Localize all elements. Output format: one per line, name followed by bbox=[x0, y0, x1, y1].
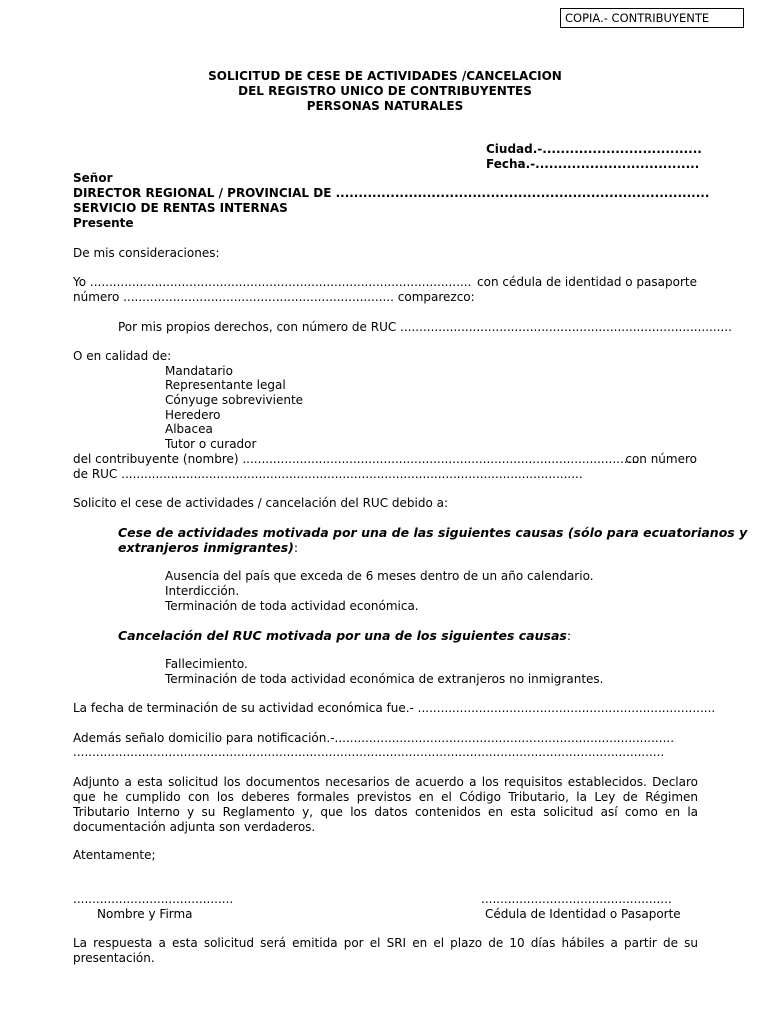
address-field-line-2: ........................................................................................................................................................... bbox=[73, 745, 665, 759]
capacity-item: Albacea bbox=[165, 422, 213, 436]
director-line: DIRECTOR REGIONAL / PROVINCIAL DE .................................................................................. bbox=[73, 186, 710, 200]
cese-cause: Interdicción. bbox=[165, 584, 240, 598]
presente-line: Presente bbox=[73, 216, 134, 230]
cese-heading-line-2: extranjeros inmigrantes) bbox=[118, 540, 294, 555]
city-field: Ciudad.-................................... bbox=[486, 142, 702, 156]
service-line: SERVICIO DE RENTAS INTERNAS bbox=[73, 201, 288, 215]
closing: Atentamente; bbox=[73, 848, 156, 862]
capacity-item: Heredero bbox=[165, 408, 221, 422]
cese-cause: Terminación de toda actividad económica. bbox=[165, 599, 419, 613]
capacity-item: Cónyuge sobreviviente bbox=[165, 393, 304, 407]
title-line-1: SOLICITUD DE CESE DE ACTIVIDADES /CANCELACION bbox=[208, 69, 562, 83]
contributor-number-label: con número bbox=[625, 452, 697, 466]
attachment-declaration: Adjunto a esta solicitud los documentos necesarios de acuerdo a los requisitos establecidos. Declaro que he cumplido con los deberes formales previstos en el Código Tributario, la Ley de Régimen Tributario Interno y su Reglamento y, que los datos contenidos en esta solicitud así como en la documentación adjunta son verdaderos. bbox=[73, 775, 698, 834]
capacity-item: Tutor o curador bbox=[165, 437, 257, 451]
request-line: Solicito el cese de actividades / cancelación del RUC debido a: bbox=[73, 496, 449, 510]
title-line-2: DEL REGISTRO UNICO DE CONTRIBUYENTES bbox=[238, 84, 532, 98]
salutation: Señor bbox=[73, 171, 113, 185]
capacity-item: Representante legal bbox=[165, 378, 286, 392]
copy-label: COPIA.- CONTRIBUYENTE bbox=[560, 8, 744, 28]
contributor-ruc-field: de RUC ......................................................................................................................... bbox=[73, 467, 583, 481]
cancelacion-heading: Cancelación del RUC motivada por una de los siguientes causas bbox=[118, 628, 567, 643]
id-signature-label: Cédula de Identidad o Pasaporte bbox=[485, 907, 681, 921]
greeting: De mis consideraciones: bbox=[73, 246, 220, 260]
termination-date-field: La fecha de terminación de su actividad económica fue.- .............................................................................. bbox=[73, 701, 716, 715]
identity-id-label: con cédula de identidad o pasaporte bbox=[477, 275, 697, 289]
cese-heading-line-1: Cese de actividades motivada por una de las siguientes causas (sólo para ecuatorianos y bbox=[118, 525, 748, 540]
address-field-line-1: Además señalo domicilio para notificación.-......................................................................................... bbox=[73, 731, 675, 745]
identity-name-field: Yo .................................................................................................... bbox=[73, 275, 472, 289]
title-line-3: PERSONAS NATURALES bbox=[306, 99, 464, 113]
capacity-intro: O en calidad de: bbox=[73, 349, 172, 363]
capacity-item: Mandatario bbox=[165, 364, 233, 378]
footer-note: La respuesta a esta solicitud será emitida por el SRI en el plazo de 10 días hábiles a partir de su presentación. bbox=[73, 936, 698, 965]
contributor-name-field: del contribuyente (nombre) ......................................................................................................... bbox=[73, 452, 643, 466]
cancelacion-heading-colon: : bbox=[566, 628, 572, 643]
signature-label: Nombre y Firma bbox=[97, 907, 193, 921]
cancelacion-cause: Fallecimiento. bbox=[165, 657, 248, 671]
identity-number-field: número ....................................................................... comparezco: bbox=[73, 290, 475, 304]
signature-line: .......................................... bbox=[73, 892, 234, 906]
id-signature-line: .................................................. bbox=[481, 892, 672, 906]
cese-cause: Ausencia del país que exceda de 6 meses dentro de un año calendario. bbox=[165, 569, 594, 583]
cese-heading-colon: : bbox=[293, 540, 299, 555]
date-field: Fecha.-.................................... bbox=[486, 157, 700, 171]
own-ruc-field: Por mis propios derechos, con número de RUC ....................................................................................... bbox=[118, 320, 732, 334]
cancelacion-cause: Terminación de toda actividad económica de extranjeros no inmigrantes. bbox=[165, 672, 604, 686]
